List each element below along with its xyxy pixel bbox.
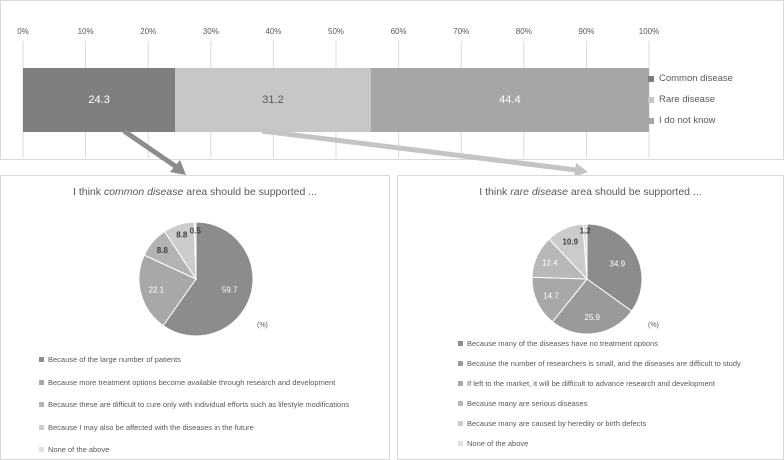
pie-legend-swatch (39, 425, 44, 430)
x-tick-label: 100% (638, 27, 660, 36)
pie-legend-label: Because more treatment options become available through research and development (48, 377, 336, 387)
pie-legend-item (39, 445, 109, 455)
rare-pie-title: I think rare disease area should be supported ... (479, 186, 702, 198)
x-tick-label: 10% (77, 27, 94, 36)
pie-legend-label: If left to the market, it will be difficult to advance research and development (467, 378, 715, 388)
pie-legend-swatch (39, 380, 44, 385)
pie-data-label: 8.8 (176, 230, 188, 240)
pie-legend-item (39, 355, 181, 365)
x-tick-label: 50% (327, 27, 345, 36)
legend-swatch (648, 76, 654, 82)
pie-data-label: 10.9 (562, 237, 579, 247)
legend-item (648, 115, 716, 126)
legend-swatch (648, 97, 654, 103)
bar-segment: 44.4 (371, 68, 649, 132)
x-tick-label: 40% (265, 27, 282, 36)
pie-data-label: 12.4 (542, 258, 558, 268)
pie-data-label: 25.9 (584, 313, 600, 323)
arrowhead-common (170, 160, 186, 175)
x-tick-label: 90% (578, 27, 595, 36)
pie-legend-label: Because I may also be affected with the diseases in the future (48, 422, 254, 432)
bar-segment: 31.2 (175, 68, 371, 132)
common-pie-unit: (%) (257, 322, 268, 329)
legend-item (648, 94, 715, 105)
pie-legend-swatch (458, 401, 463, 406)
pie-legend-label: Because many are serious diseases (467, 398, 588, 408)
pie-legend-item (458, 399, 758, 409)
pie-legend-label: Because many of the diseases have no treatment options (467, 339, 658, 348)
pie-legend-swatch (458, 381, 463, 386)
x-tick-label: 30% (202, 27, 219, 36)
pie-legend-label: Because of the large number of patients (48, 355, 182, 364)
pie-legend-item (458, 419, 758, 429)
pie-data-label: 1.2 (579, 226, 591, 236)
pie-legend-item (39, 400, 349, 410)
pie-data-label: 59.7 (221, 285, 238, 295)
pie-data-label: 14.7 (543, 291, 559, 301)
x-tick-label: 0% (17, 27, 29, 36)
x-tick-label: 20% (140, 27, 157, 36)
pie-data-label: 0.5 (189, 226, 201, 236)
legend-label: I do not know (659, 115, 716, 126)
pie-legend-label: None of the above (467, 439, 529, 449)
pie-legend-label: Because many are caused by heredity or birth defects (467, 419, 647, 429)
legend-item (648, 73, 733, 84)
pie-data-label: 8.8 (156, 246, 168, 256)
legend-label: Rare disease (659, 94, 715, 105)
pie-legend-swatch (39, 447, 44, 452)
x-tick-label: 60% (390, 27, 407, 36)
bar-segment: 24.3 (23, 68, 175, 132)
pie-legend-label: None of the above (48, 445, 110, 454)
legend-label: Common disease (659, 73, 733, 84)
pie-legend-swatch (458, 441, 463, 446)
pie-legend-label: Because these are difficult to cure only with individual efforts such as lifestyle modifications (48, 400, 350, 409)
pie-legend-label: Because the number of researchers is small, and the diseases are difficult to study (467, 359, 741, 369)
legend-swatch (648, 118, 654, 124)
common-disease-panel (0, 175, 390, 460)
pie-legend-swatch (39, 357, 44, 362)
pie-legend-item (458, 379, 758, 389)
pie-legend-swatch (458, 421, 463, 426)
rare-pie-unit: (%) (648, 322, 659, 329)
pie-legend-item (458, 359, 758, 369)
pie-data-label: 22.1 (148, 285, 165, 295)
pie-data-label: 34.9 (609, 259, 626, 269)
pie-legend-swatch (458, 361, 463, 366)
common-pie-title: I think common disease area should be supported ... (73, 186, 317, 198)
x-tick-label: 70% (453, 27, 470, 36)
pie-legend-swatch (39, 402, 44, 407)
stacked-bar-panel (0, 0, 784, 160)
pie-legend-item (458, 339, 758, 349)
pie-legend-item (39, 423, 254, 433)
pie-legend-item (458, 439, 758, 449)
pie-legend-swatch (458, 341, 463, 346)
pie-legend-item (39, 378, 335, 388)
rare-disease-panel (397, 175, 784, 460)
x-tick-label: 80% (515, 27, 532, 36)
